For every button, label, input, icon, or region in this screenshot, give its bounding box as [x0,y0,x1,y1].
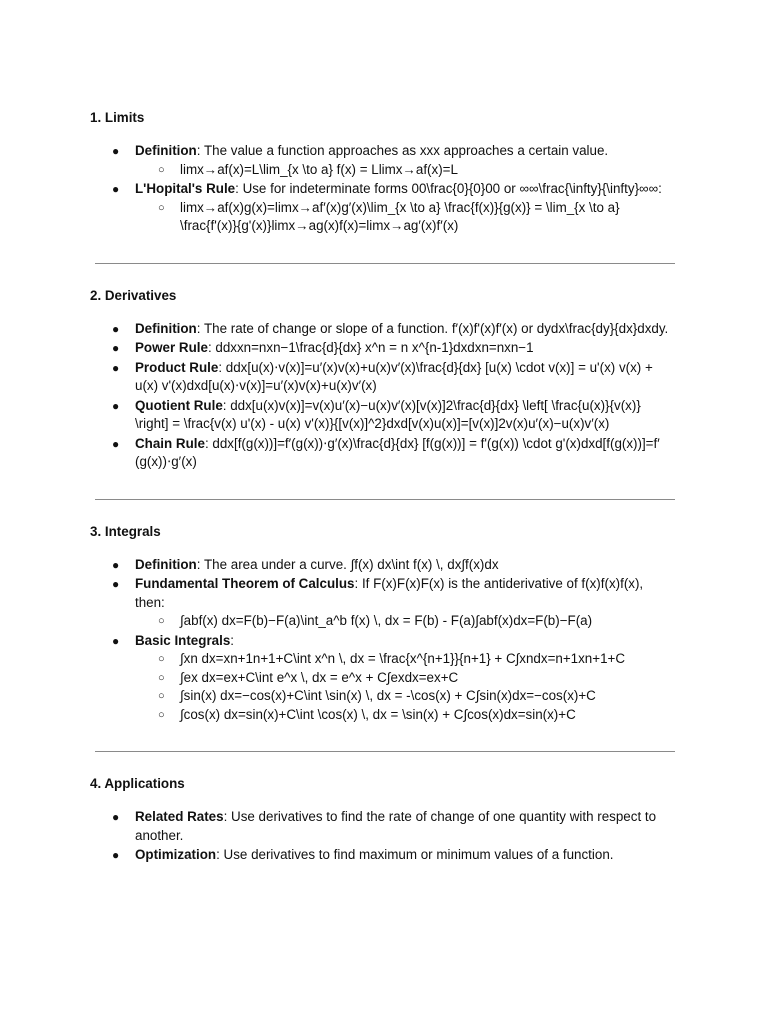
hollow-bullet-icon: ○ [158,690,165,702]
sub-bullet-list [135,199,676,236]
sub-bullet-list [135,650,676,724]
sub-list-item [135,706,676,725]
section-derivatives [90,287,676,472]
sub-list-item [135,669,676,688]
bullet-icon: ● [112,810,120,824]
list-item [90,808,676,845]
sub-item-text: ∫cos(x) dx=sin(x)+C\int \cos(x) \, dx = \sin(x) + C∫cos(x)dx=sin(x)+C [180,706,576,722]
list-item [90,320,676,339]
section-title: 4. Applications [90,776,185,791]
list-item [90,846,676,865]
sub-list-item [135,687,676,706]
section-divider [95,499,675,500]
sub-list-item [135,199,676,236]
item-term: Fundamental Theorem of Calculus [135,576,355,591]
list-item [90,142,676,179]
bullet-icon: ● [112,182,120,196]
item-term: Related Rates [135,809,224,824]
item-text: : ddxxn=nxn−1\frac{d}{dx} x^n = n x^{n-1}dxdxn=nxn−1 [207,340,534,355]
list-item [90,359,676,396]
section-limits [90,109,676,236]
list-item [90,180,676,236]
item-text: : Use for indeterminate forms 00\frac{0}{0}00 or ∞∞\frac{\infty}{\infty}∞∞: [235,181,662,196]
item-term: Definition [135,143,197,158]
bullet-icon: ● [112,848,120,862]
hollow-bullet-icon: ○ [158,201,165,214]
item-term: Power Rule [135,340,208,355]
bullet-icon: ● [112,633,120,648]
item-text: : The rate of change or slope of a function. f′(x)f'(x)f′(x) or dydx\frac{dy}{dx}dxdy. [196,320,669,336]
section-title: 1. Limits [90,110,145,125]
list-item [90,397,676,434]
section-integrals [90,523,676,725]
list-item [90,632,676,725]
section-divider [95,751,675,752]
bullet-icon: ● [112,557,120,572]
item-term: Definition [135,556,197,572]
sub-list-item [135,161,676,180]
bullet-icon: ● [112,398,120,413]
hollow-bullet-icon: ○ [158,708,165,721]
item-term: L'Hopital's Rule [135,181,236,196]
section-divider [95,263,675,264]
hollow-bullet-icon: ○ [158,163,165,176]
bullet-icon: ● [112,341,120,355]
item-term: Chain Rule [135,435,205,451]
bullet-list [90,556,676,725]
item-text: : Use derivatives to find maximum or minimum values of a function. [216,847,614,862]
item-text: : The area under a curve. ∫f(x) dx\int f(x) \, dx∫f(x)dx [196,556,499,572]
sub-bullet-list [135,612,676,631]
item-text: : The value a function approaches as xxx approaches a certain value. [196,143,609,158]
section-title: 3. Integrals [90,523,161,539]
sub-item-text: limx→af(x)=L\lim_{x \to a} f(x) = Llimx→af(x)=L [180,161,458,177]
bullet-icon: ● [112,360,120,375]
item-term: Basic Integrals [135,632,231,648]
item-text: : Use derivatives to find the rate of change of one quantity with respect to another. [135,809,657,843]
item-text: : ddx[u(x)⋅v(x)]=u′(x)v(x)+u(x)v′(x)\frac{d}{dx} [u(x) \cdot v(x)] = u'(x) v(x) + u(x) v'(x)dxd[u(x)⋅v(x)]=u′(x)v(x)+u(x)v′(x) [135,359,653,393]
sub-bullet-list [135,161,676,180]
sub-item-text: ∫ex dx=ex+C\int e^x \, dx = e^x + C∫exdx=ex+C [180,669,459,685]
hollow-bullet-icon: ○ [158,615,165,627]
sub-item-text: ∫abf(x) dx=F(b)−F(a)\int_a^b f(x) \, dx = F(b) - F(a)∫abf(x)dx=F(b)−F(a) [180,613,593,628]
bullet-list [90,142,676,236]
list-item [90,575,676,631]
bullet-icon: ● [112,577,120,591]
item-text: : ddx[f(g(x))]=f′(g(x))⋅g′(x)\frac{d}{dx} [f(g(x))] = f'(g(x)) \cdot g'(x)dxd[f(g(x))]=f′(g(x))⋅g′(x) [135,435,660,469]
sub-item-text: limx→af(x)g(x)=limx→af′(x)g′(x)\lim_{x \to a} \frac{f(x)}{g(x)} = \lim_{x \to a} \frac{f'(x)}{g'(x)}limx→ag(x)f(x)=limx→ag′(x)f′(x) [180,199,620,233]
bullet-list [90,320,676,472]
item-term: Definition [135,320,197,336]
sub-item-text: ∫sin(x) dx=−cos(x)+C\int \sin(x) \, dx = -\cos(x) + C∫sin(x)dx=−cos(x)+C [180,688,596,703]
item-term: Quotient Rule [135,397,223,413]
item-text: : ddx[u(x)v(x)]=v(x)u′(x)−u(x)v′(x)[v(x)]2\frac{d}{dx} \left[ \frac{u(x)}{v(x)} \right] = \frac{v(x) u'(x) - u(x) v'(x)}{[v(x)]^2}dxd[v(x)u(x)]=[v(x)]2v(x)u′(x)−u(x)v′(x) [135,397,641,431]
list-item [90,556,676,575]
item-text: : [230,632,234,648]
section-applications [90,775,676,865]
hollow-bullet-icon: ○ [158,671,165,684]
section-title: 2. Derivatives [90,287,177,303]
bullet-icon: ● [112,144,120,158]
bullet-icon: ● [112,436,120,451]
bullet-icon: ● [112,321,120,336]
sub-list-item [135,612,676,631]
list-item [90,339,676,358]
item-text: : If F(x)F(x)F(x) is the antiderivative of f(x)f(x)f(x), then: [135,576,644,610]
sub-list-item [135,650,676,669]
item-term: Optimization [135,847,217,862]
list-item [90,435,676,472]
sub-item-text: ∫xn dx=xn+1n+1+C\int x^n \, dx = \frac{x^{n+1}}{n+1} + C∫xndx=n+1xn+1+C [180,651,626,666]
item-term: Product Rule [135,359,219,375]
bullet-list [90,808,676,865]
hollow-bullet-icon: ○ [158,653,165,665]
